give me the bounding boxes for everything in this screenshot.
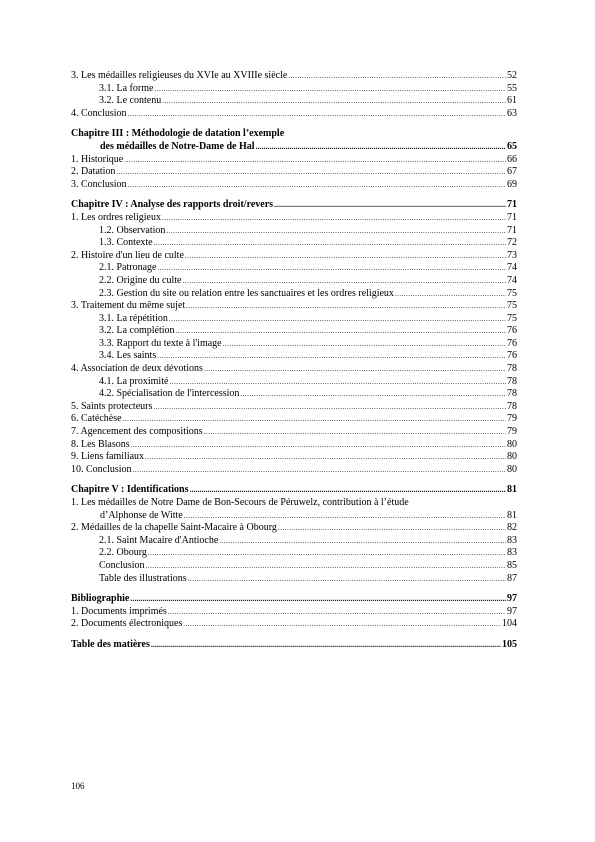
toc-entry-label: 9. Liens familiaux: [71, 451, 145, 463]
dot-leader: [176, 325, 506, 338]
toc-entry-label: 3.3. Rapport du texte à l'image: [99, 337, 222, 349]
chapter-heading: [71, 639, 517, 652]
toc-entry: [71, 401, 517, 414]
toc-entry-label: Chapitre IV : Analyse des rapports droit/revers: [71, 199, 274, 211]
dot-leader: [183, 618, 501, 631]
toc-entry: [71, 439, 517, 452]
toc-entry-label: d’Alphonse de Witte: [100, 509, 183, 521]
toc-entry-label: 2.2. Obourg: [99, 547, 147, 559]
dot-leader: [146, 560, 506, 573]
toc-entry-page: 78: [507, 363, 517, 375]
toc-entry-page: 72: [507, 237, 517, 249]
spacer: [71, 120, 517, 128]
dot-leader: [148, 547, 506, 560]
chapter-heading-line1: Chapitre III : Méthodologie de datation l’exemple: [71, 128, 285, 140]
toc-entry-label: 10. Conclusion: [71, 463, 132, 475]
dot-leader: [169, 313, 506, 326]
toc-entry-label: 3.4. Les saints: [99, 350, 157, 362]
toc-entry: [71, 510, 517, 523]
toc-entry-page: 63: [507, 107, 517, 119]
dot-leader: [184, 510, 506, 523]
dot-leader: [240, 388, 506, 401]
toc-entry: [71, 225, 517, 238]
toc-entry-label: des médailles de Notre-Dame de Hal: [100, 140, 255, 152]
toc-entry-label: Table des illustrations: [99, 572, 187, 584]
toc-entry-label: 2.1. Saint Macaire d'Antioche: [99, 534, 219, 546]
dot-leader: [130, 593, 506, 606]
dot-leader: [154, 83, 506, 96]
toc-entry-page: 52: [507, 70, 517, 81]
toc-entry-page: 105: [502, 638, 517, 650]
toc-entry: [71, 300, 517, 313]
toc-entry-label: 2.1. Patronage: [99, 262, 157, 274]
toc-entry-page: 69: [507, 178, 517, 190]
toc-entry-label: Chapitre V : Identifications: [71, 484, 189, 496]
toc-entry: [71, 522, 517, 535]
toc-entry-page: 71: [507, 211, 517, 223]
toc-entry-page: 97: [507, 593, 517, 605]
toc-entry-page: 67: [507, 166, 517, 178]
toc-entry-page: 75: [507, 300, 517, 312]
toc-entry: [71, 573, 517, 586]
dot-leader: [168, 606, 506, 619]
toc-entry-page: 104: [502, 618, 517, 630]
toc-entry: [71, 426, 517, 439]
dot-leader: [182, 275, 506, 288]
toc-entry: [71, 451, 517, 464]
dot-leader: [116, 166, 506, 179]
toc-entry-page: 71: [507, 224, 517, 236]
spacer: [71, 191, 517, 199]
chapter-heading: [71, 141, 517, 154]
toc-entry-label: 1.2. Observation: [99, 224, 166, 236]
toc-entry-label: 4. Conclusion: [71, 107, 127, 119]
toc-entry-label: 2. Histoire d'un lieu de culte: [71, 249, 184, 261]
dot-leader: [169, 376, 506, 389]
toc-entry-label: 2.2. Origine du culte: [99, 274, 182, 286]
dot-leader: [133, 464, 506, 477]
toc-entry-label: Table des matières: [71, 638, 150, 650]
toc-entry-page: 79: [507, 413, 517, 425]
toc-entry-page: 66: [507, 153, 517, 165]
toc-entry-label: 3.2. Le contenu: [99, 95, 162, 107]
toc-entry-page: 81: [507, 509, 517, 521]
dot-leader: [145, 451, 506, 464]
toc-entry-label: 1. Historique: [71, 153, 124, 165]
toc-entry: [71, 618, 517, 631]
toc-entry-page: 83: [507, 534, 517, 546]
toc-entry-label: 1.3. Contexte: [99, 237, 153, 249]
toc-entry-page: 87: [507, 572, 517, 584]
toc-entry-page: 76: [507, 337, 517, 349]
toc-entry: [71, 560, 517, 573]
toc-entry-label: 3.1. La forme: [99, 82, 154, 94]
chapter-heading: [71, 199, 517, 212]
dot-leader: [153, 401, 506, 414]
toc-entry: [71, 154, 517, 167]
toc-entry: [71, 376, 517, 389]
dot-leader: [166, 225, 506, 238]
toc-entry-label: 1. Documents imprimés: [71, 605, 167, 617]
dot-leader: [223, 338, 506, 351]
toc-entry: [71, 70, 517, 83]
toc-entry-page: 80: [507, 463, 517, 475]
toc-entry-label: 3. Conclusion: [71, 178, 127, 190]
toc-entry: [71, 313, 517, 326]
toc-entry-page: 80: [507, 438, 517, 450]
toc-entry: [71, 262, 517, 275]
toc-entry-label: 8. Les Blasons: [71, 438, 130, 450]
dot-leader: [186, 300, 506, 313]
toc-entry-label: 6. Catéchèse: [71, 413, 122, 425]
table-of-contents: [71, 70, 517, 652]
toc-entry-page: 81: [507, 484, 517, 496]
dot-leader: [190, 484, 506, 497]
toc-entry-page: 78: [507, 400, 517, 412]
toc-entry: [71, 166, 517, 179]
toc-entry-page: 85: [507, 559, 517, 571]
chapter-heading: [71, 484, 517, 497]
toc-entry-page: 79: [507, 426, 517, 438]
toc-entry-page: 76: [507, 350, 517, 362]
dot-leader: [162, 95, 506, 108]
chapter-heading: [71, 593, 517, 606]
toc-entry-page: 82: [507, 522, 517, 534]
toc-entry-page: 78: [507, 388, 517, 400]
toc-entry: [71, 606, 517, 619]
toc-entry-page: 74: [507, 274, 517, 286]
toc-entry-page: 73: [507, 249, 517, 261]
dot-leader: [124, 154, 506, 167]
toc-entry: [71, 350, 517, 363]
toc-entry-page: 65: [507, 140, 517, 152]
toc-entry: [71, 179, 517, 192]
dot-leader: [204, 363, 506, 376]
toc-entry-label: 7. Agencement des compositions: [71, 426, 203, 438]
spacer: [71, 631, 517, 639]
dot-leader: [128, 179, 506, 192]
toc-entry: [71, 95, 517, 108]
toc-entry-label: 3. Traitement du même sujet: [71, 300, 186, 312]
dot-leader: [158, 262, 507, 275]
toc-entry-label: 1. Les ordres religieux: [71, 211, 161, 223]
toc-entry-page: 71: [507, 199, 517, 211]
toc-entry-label: 2. Datation: [71, 166, 116, 178]
dot-leader: [274, 199, 506, 212]
dot-leader: [162, 212, 506, 225]
toc-entry-label: 5. Saints protecteurs: [71, 400, 153, 412]
toc-entry: [71, 363, 517, 376]
toc-entry: [71, 325, 517, 338]
toc-entry-page: 55: [507, 82, 517, 94]
spacer: [71, 476, 517, 484]
toc-entry-label: 2.3. Gestion du site ou relation entre les sanctuaires et les ordres religieux: [99, 287, 394, 299]
dot-leader: [204, 426, 506, 439]
toc-entry: [71, 413, 517, 426]
toc-entry-page: 75: [507, 287, 517, 299]
toc-entry-page: 75: [507, 312, 517, 324]
toc-entry-label: 3.1. La répétition: [99, 312, 168, 324]
dot-leader: [128, 108, 506, 121]
toc-entry-label: Conclusion: [99, 559, 145, 571]
toc-entry-line1: 1. Les médailles de Notre Dame de Bon-Secours de Péruwelz, contribution à l’étude: [71, 497, 409, 508]
toc-entry-label: 4. Association de deux dévotions: [71, 363, 203, 375]
toc-entry-page: 97: [507, 605, 517, 617]
dot-leader: [154, 237, 506, 250]
toc-entry-page: 78: [507, 375, 517, 387]
dot-leader: [188, 573, 506, 586]
toc-entry-label: 3. Les médailles religieuses du XVIe au XVIIIe siècle: [71, 70, 288, 81]
dot-leader: [395, 288, 506, 301]
toc-entry: [71, 547, 517, 560]
toc-entry: [71, 108, 517, 121]
toc-entry-page: 74: [507, 262, 517, 274]
toc-entry: [71, 388, 517, 401]
dot-leader: [157, 350, 506, 363]
toc-entry: [71, 288, 517, 301]
toc-entry-label: Bibliographie: [71, 593, 130, 605]
dot-leader: [131, 439, 506, 452]
toc-entry-page: 80: [507, 451, 517, 463]
toc-entry-page: 61: [507, 95, 517, 107]
toc-entry: [71, 535, 517, 548]
toc-entry-label: 2. Documents électroniques: [71, 618, 183, 630]
toc-entry: [71, 83, 517, 96]
toc-entry: [71, 237, 517, 250]
toc-entry: [71, 338, 517, 351]
dot-leader: [256, 141, 506, 154]
dot-leader: [151, 639, 501, 652]
toc-entry-label: 3.2. La complétion: [99, 325, 175, 337]
toc-entry-page: 83: [507, 547, 517, 559]
toc-entry-label: 4.1. La proximité: [99, 375, 169, 387]
toc-entry: [71, 464, 517, 477]
dot-leader: [288, 70, 506, 83]
toc-entry-page: 76: [507, 325, 517, 337]
toc-entry-label: 4.2. Spécialisation de l'intercession: [99, 388, 240, 400]
page-number: 106: [71, 781, 85, 791]
toc-entry-label: 2. Médailles de la chapelle Saint-Macaire à Obourg: [71, 522, 277, 534]
toc-entry: [71, 212, 517, 225]
toc-entry: [71, 275, 517, 288]
spacer: [71, 585, 517, 593]
dot-leader: [278, 522, 506, 535]
dot-leader: [219, 535, 506, 548]
toc-entry: [71, 250, 517, 263]
dot-leader: [123, 413, 506, 426]
dot-leader: [185, 250, 506, 263]
